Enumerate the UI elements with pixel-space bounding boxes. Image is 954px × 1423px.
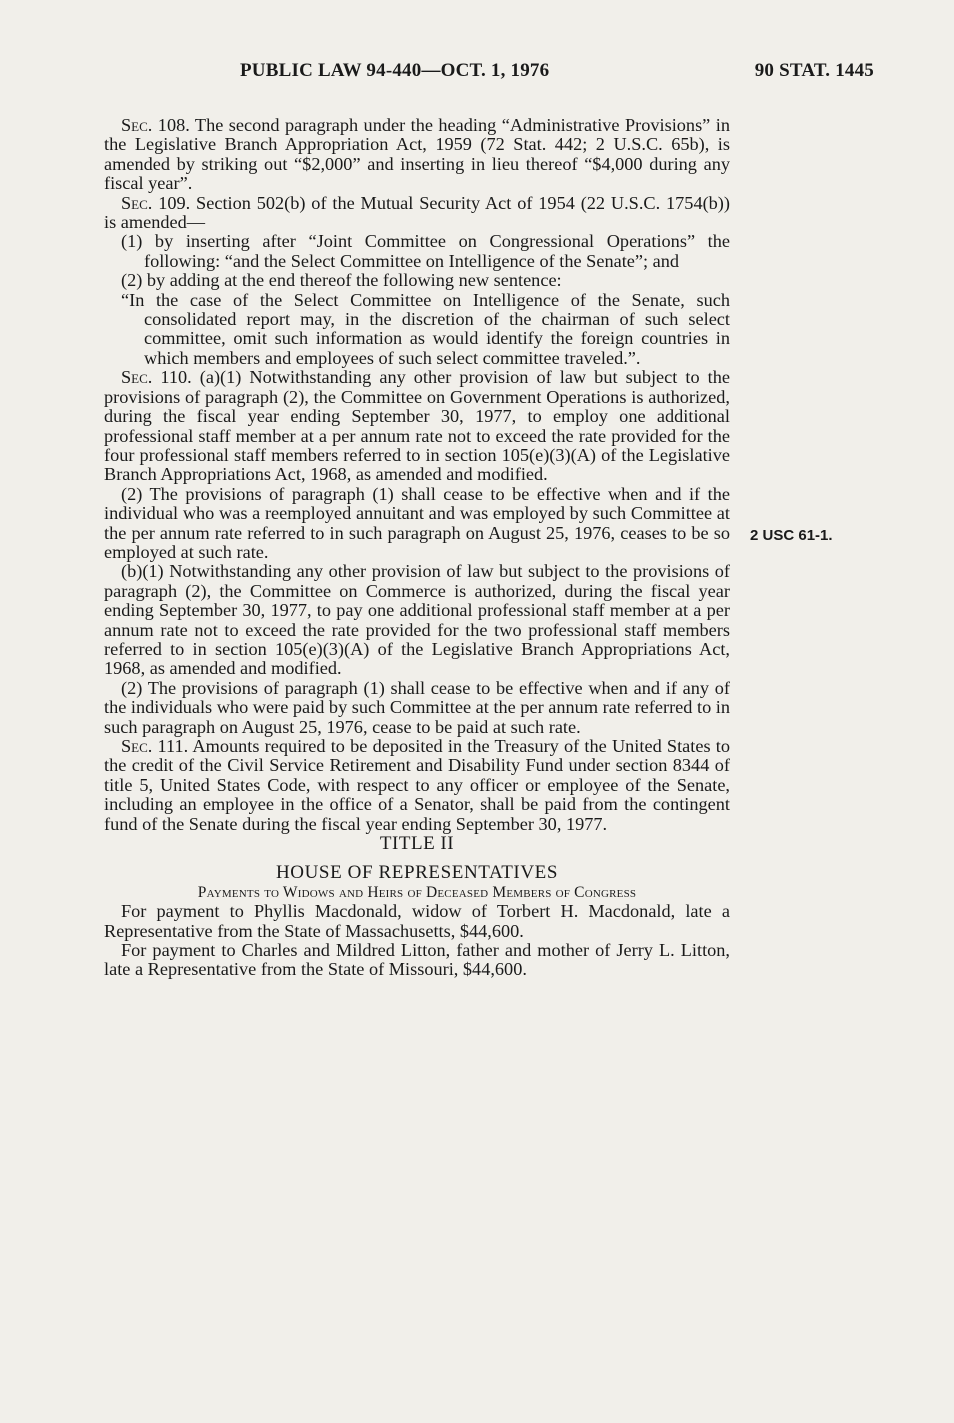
title-subject: HOUSE OF REPRESENTATIVES [275,862,559,884]
section-text: The second paragraph under the heading “Administrative Provisions” in the Legislative Branch Appropriation Act, 1959 (72 Stat. 442; 2 U.S.C. 65b), is amended by striking out “$2,000” and inserting in lieu thereof “$4,000 during any fiscal year”. [104,115,730,194]
paragraph-text: (2) by adding at the end thereof the following new sentence: [121,270,562,291]
title-heading: TITLE II [379,833,455,855]
payment-paragraph-2: For payment to Charles and Mildred Litton, father and mother of Jerry L. Litton, late a Representative from the State of Missouri, $44,600. [104,940,730,980]
section-110-b1: (b)(1) Notwithstanding any other provision of law but subject to the provisions of paragraph (2), the Committee on Commerce is authorized, during the fiscal year ending September 30, 1977, to pay one additional professional staff member at a per annum rate not to exceed the rate provided for the two professional staff members referred to in section 105(e)(3)(A) of the Legislative Branch Appropriations Act, 1968, as amended and modified. [104,561,730,679]
section-label: Sec. 111. [121,736,189,756]
margin-citation: 2 USC 61-1. [750,527,833,544]
payment-paragraph-1: For payment to Phyllis Macdonald, widow of Torbert H. Macdonald, late a Representative from the State of Massachusetts, $44,600. [104,901,730,941]
section-label: Sec. 109. [121,192,191,213]
section-label: Sec. 108. [121,115,190,135]
section-109-quoted-sentence: “In the case of the Select Committee on Intelligence of the Senate, such consolidated report may, in the discretion of the chairman of such select committee, omit such information as would identify the foreign countries in which members and employees of such select committee traveled.”. [121,289,730,368]
statute-reference: 90 STAT. 1445 [754,60,874,81]
section-110-b2: (2) The provisions of paragraph (1) shall cease to be effective when and if any of the individuals who were paid by such Committee at the per annum rate referred to in such paragraph on August 25, 1976, cease to be paid at such rate. [104,677,730,737]
section-111 [104,737,730,834]
section-109-para-1: (1) by inserting after “Joint Committee on Congressional Operations” the following: “and the Select Committee on Intelligence of the Senate”; and [121,231,730,271]
appropriation-subheading: Payments to Widows and Heirs of Deceased Members of Congress [197,883,637,901]
running-title: PUBLIC LAW 94-440—OCT. 1, 1976 [240,60,550,81]
section-110-a2: (2) The provisions of paragraph (1) shall cease to be effective when and if the individual who was a reemployed annuitant and was employed by such Committee at the per annum rate referred to in such paragraph on August 25, 1976, ceases to be so employed at such rate. [104,483,730,562]
section-108 [104,116,730,194]
section-label: Sec. 110. [121,367,192,388]
section-110-a1 [104,368,730,484]
section-109 [104,194,730,233]
section-text: (a)(1) Notwithstanding any other provision of law but subject to the provisions of paragraph (2), the Committee on Government Operations is authorized, during the fiscal year ending September 30, 1977, to employ one additional professional staff member at a per annum rate not to exceed the rate provided for the four professional staff members referred to in section 105(e)(3)(A) of the Legislative Branch Appropriations Act, 1968, as amended and modified. [104,367,731,485]
section-109-para-2 [104,271,730,290]
section-text: Section 502(b) of the Mutual Security Act of 1954 (22 U.S.C. 1754(b)) is amended— [104,192,730,233]
document-body [104,116,730,980]
section-text: Amounts required to be deposited in the Treasury of the United States to the credit of the Civil Service Retirement and Disability Fund under section 8344 of title 5, United States Code, with respect to any officer or employee of the Senate, including an employee in the office of a Senator, shall be paid from the contingent fund of the Senate during the fiscal year ending September 30, 1977. [104,736,731,834]
